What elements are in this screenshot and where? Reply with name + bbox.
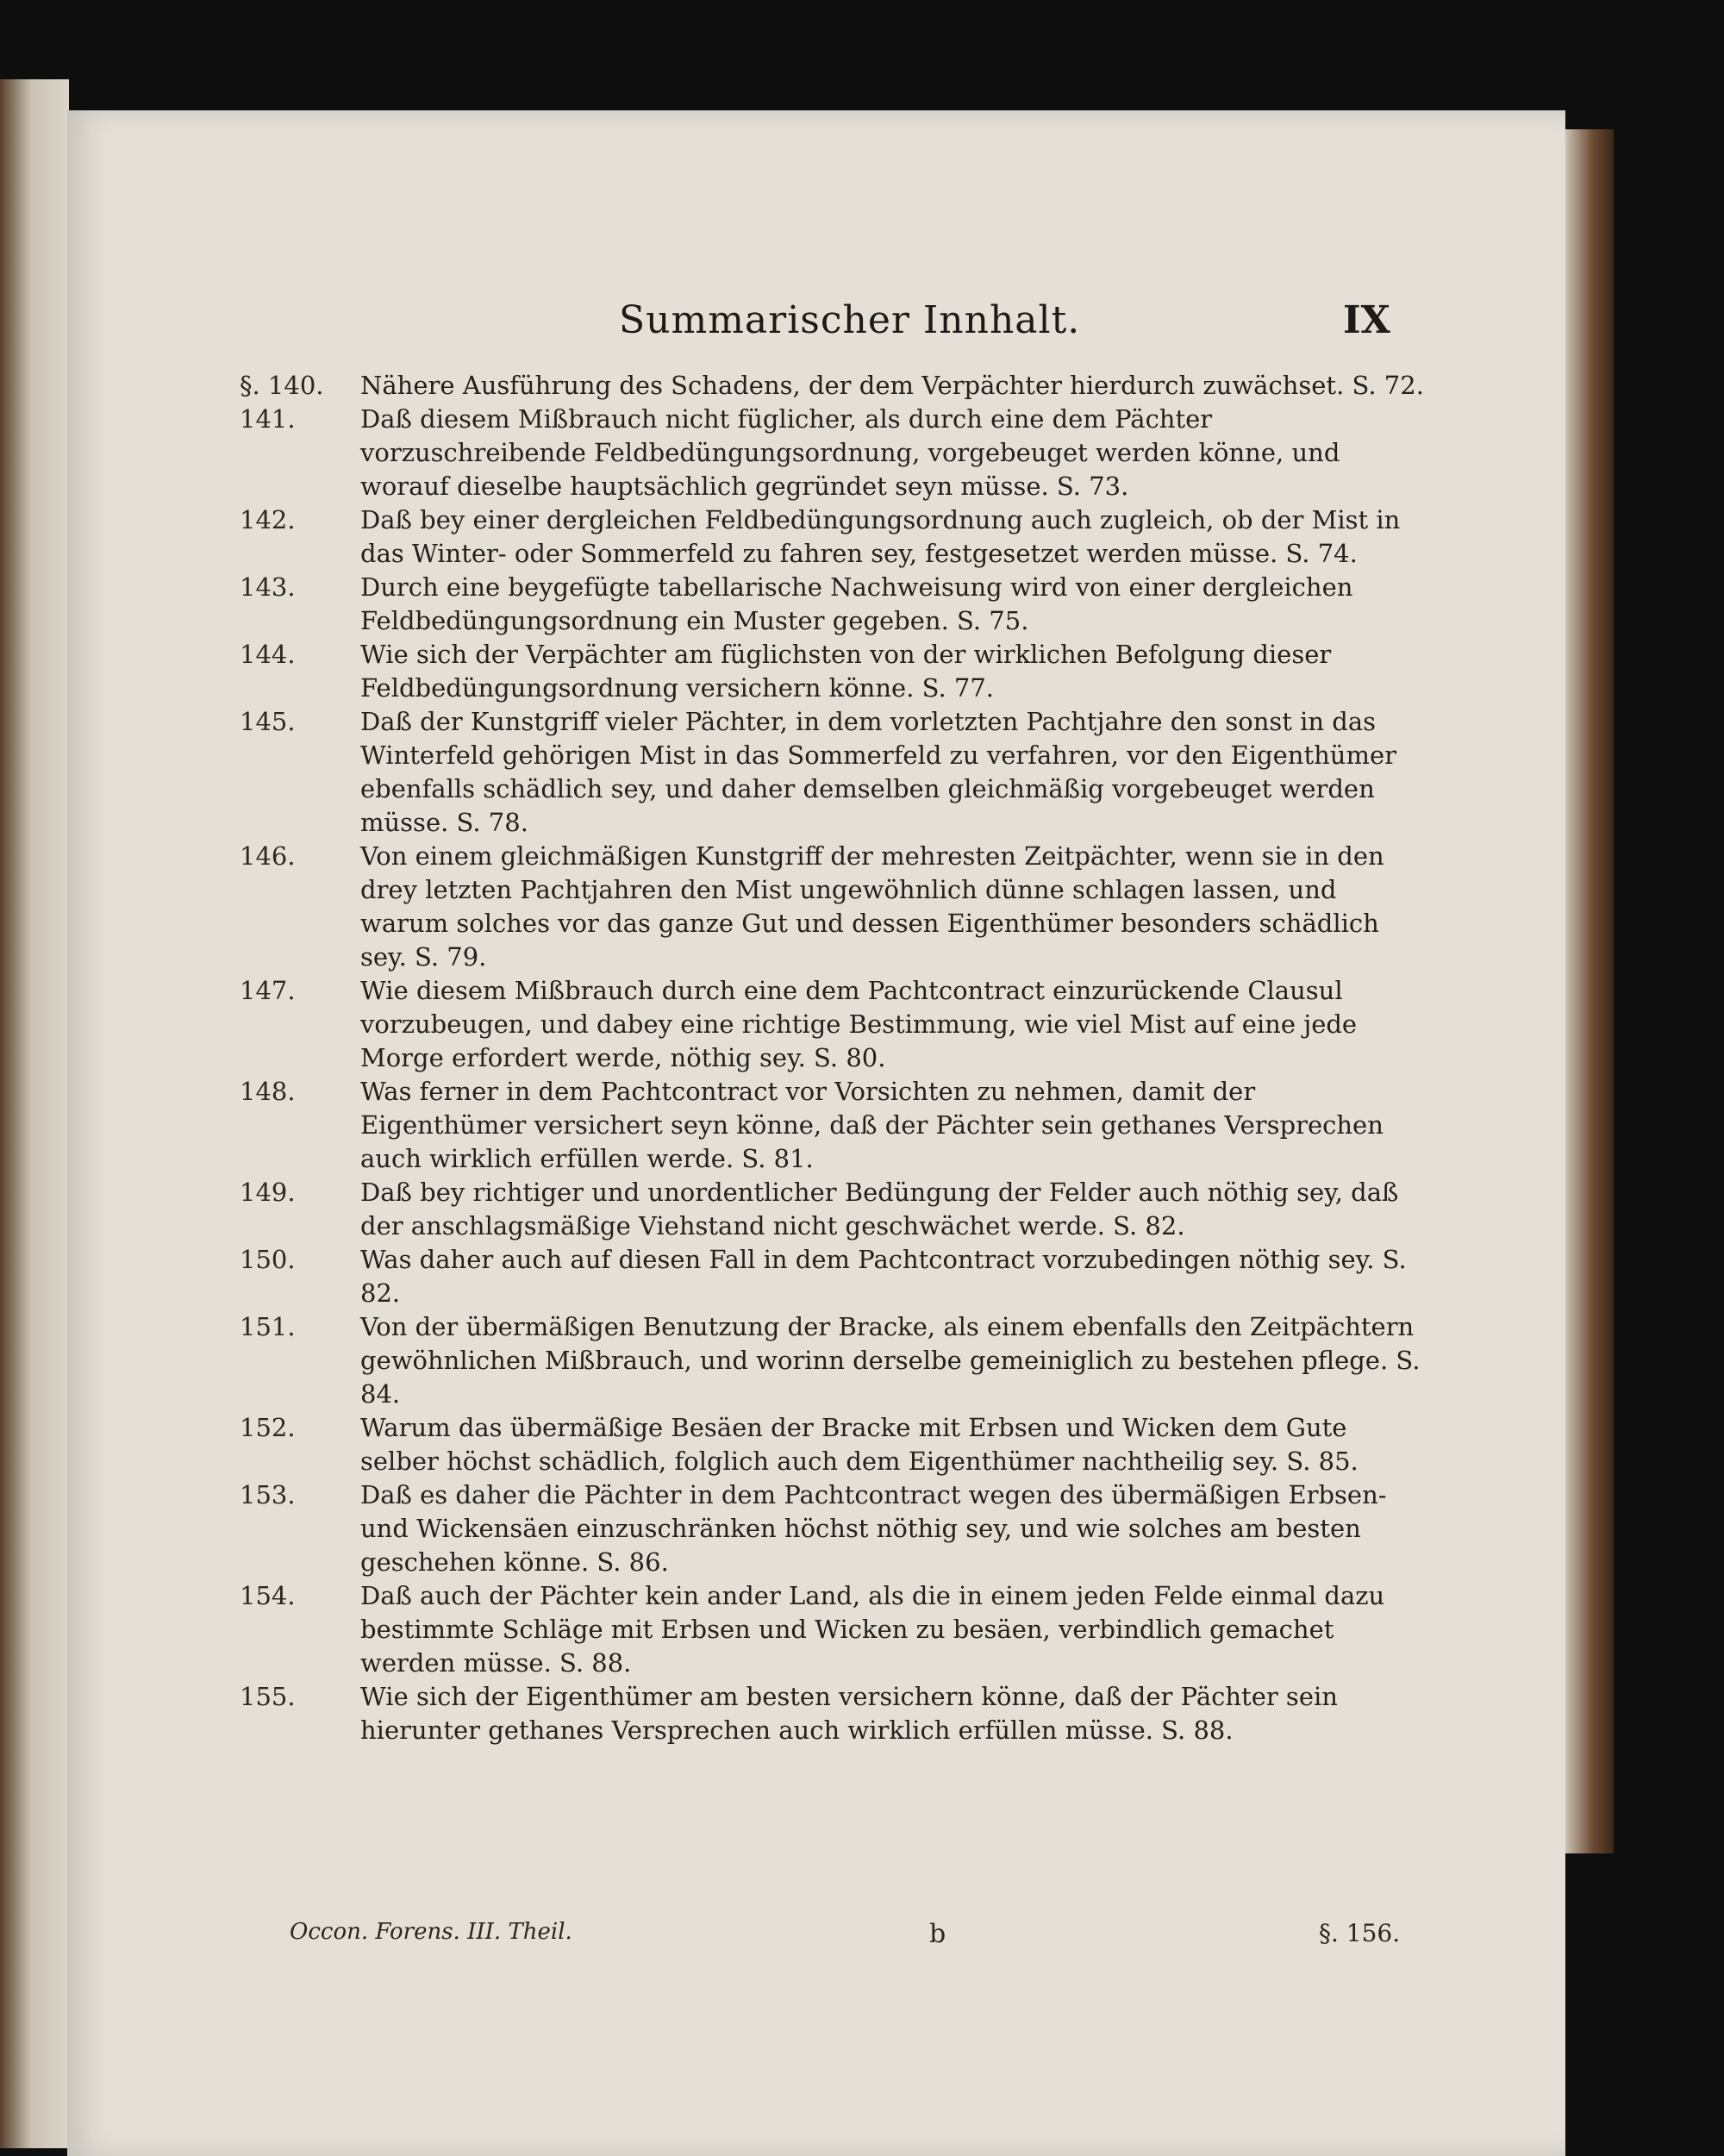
toc-entry [67, 1579, 1565, 1680]
toc-entry [67, 840, 1565, 974]
toc-entry [67, 1411, 1565, 1478]
section-number: 149. [240, 1178, 296, 1207]
section-number: 144. [240, 640, 296, 669]
entry-text: Wie sich der Verpächter am füglichsten von der wirklichen Befolgung dieser Feldbedüngungsordnung versichern könne. S. 77. [360, 640, 1332, 703]
entry-text: Wie sich der Eigenthümer am besten versichern könne, daß der Pächter sein hierunter gethanes Versprechen auch wirklich erfüllen müsse. S. 88. [360, 1682, 1338, 1745]
entry-text: Durch eine beygefügte tabellarische Nachweisung wird von einer dergleichen Feldbedüngungsordnung ein Muster gegeben. S. 75. [360, 572, 1353, 635]
section-number: 152. [240, 1413, 296, 1442]
toc-entry [67, 571, 1565, 638]
entry-text: Daß es daher die Pächter in dem Pachtcontract wegen des übermäßigen Erbsen- und Wickensäen einzuschränken höchst nöthig sey, und wie solches am besten geschehen könne. S. 86. [360, 1480, 1387, 1577]
section-number: 154. [240, 1581, 296, 1610]
toc-entry [67, 1176, 1565, 1243]
section-number: 143. [240, 572, 296, 602]
entry-text: Was ferner in dem Pachtcontract vor Vorsichten zu nehmen, damit der Eigenthümer versichert seyn könne, daß der Pächter sein gethanes Versprechen auch wirklich erfüllen werde. S. 81. [360, 1077, 1384, 1173]
left-page-edge [0, 79, 69, 2148]
toc-entry [67, 1478, 1565, 1579]
toc-entry [67, 1310, 1565, 1411]
section-number: 153. [240, 1480, 296, 1509]
section-number: 141. [240, 404, 296, 434]
toc-entry [67, 403, 1565, 503]
entry-text: Daß bey richtiger und unordentlicher Bedüngung der Felder auch nöthig sey, daß der anschlagsmäßige Viehstand nicht geschwächet werde. S. 82. [360, 1178, 1399, 1240]
entry-text: Daß auch der Pächter kein ander Land, als die in einem jeden Felde einmal dazu bestimmte Schläge mit Erbsen und Wicken zu besäen, verbindlich gemachet werden müsse. S. 88. [360, 1581, 1385, 1678]
entry-text: Von einem gleichmäßigen Kunstgriff der mehresten Zeitpächter, wenn sie in den drey letzten Pachtjahren den Mist ungewöhnlich dünne schlagen lassen, und warum solches vor das ganze Gut und dessen Eigenthümer besonders schädlich sey. S. 79. [360, 841, 1384, 972]
signature-line: Occon. Forens. III. Theil. [290, 1919, 572, 1945]
entry-text: Von der übermäßigen Benutzung der Bracke, als einem ebenfalls den Zeitpächtern gewöhnlichen Mißbrauch, und worinn derselbe gemeiniglich zu bestehen pflege. S. 84. [360, 1312, 1421, 1409]
entry-text: Warum das übermäßige Besäen der Bracke mit Erbsen und Wicken dem Gute selber höchst schädlich, folglich auch dem Eigenthümer nachtheilig sey. S. 85. [360, 1413, 1359, 1476]
entry-text: Daß diesem Mißbrauch nicht füglicher, als durch eine dem Pächter vorzuschreibende Feldbedüngungsordnung, vorgebeuget werden könne, und worauf dieselbe hauptsächlich gegründet seyn müsse. S. 73. [360, 404, 1340, 501]
toc-entry [67, 1243, 1565, 1310]
book-page [67, 110, 1565, 2156]
page-number: IX [1343, 298, 1390, 342]
section-number: 147. [240, 976, 296, 1005]
section-number: 145. [240, 707, 296, 736]
toc-entry [67, 1680, 1565, 1747]
section-number: 155. [240, 1682, 296, 1711]
gathering-mark: b [929, 1919, 946, 1949]
toc-entry [67, 705, 1565, 840]
entry-text: Daß der Kunstgriff vieler Pächter, in dem vorletzten Pachtjahre den sonst in das Winterfeld gehörigen Mist in das Sommerfeld zu verfahren, vor den Eigenthümer ebenfalls schädlich sey, und daher demselben gleichmäßig vorgebeuget werden müsse. S. 78. [360, 707, 1396, 837]
catchword: §. 156. [1319, 1919, 1401, 1947]
entry-text: Nähere Ausführung des Schadens, der dem Verpächter hierdurch zuwächset. S. 72. [360, 371, 1424, 400]
toc-entry [67, 1075, 1565, 1176]
entry-text: Wie diesem Mißbrauch durch eine dem Pachtcontract einzurückende Clausul vorzubeugen, und dabey eine richtige Bestimmung, wie viel Mist auf eine jede Morge erfordert werde, nöthig sey. S. 80. [360, 976, 1358, 1072]
entry-text: Was daher auch auf diesen Fall in dem Pachtcontract vorzubedingen nöthig sey. S. 82. [360, 1245, 1407, 1308]
section-number: 142. [240, 505, 296, 534]
section-number: 151. [240, 1312, 296, 1341]
toc-entry [67, 503, 1565, 571]
book-cover-edge [1562, 129, 1614, 1853]
page-header [67, 298, 1565, 367]
toc-entry [67, 638, 1565, 705]
table-of-contents [67, 369, 1565, 1747]
toc-entry [67, 369, 1565, 403]
section-number: 146. [240, 841, 296, 871]
page-footer [67, 1919, 1565, 1962]
section-number: 148. [240, 1077, 296, 1106]
section-number: 150. [240, 1245, 296, 1274]
entry-text: Daß bey einer dergleichen Feldbedüngungsordnung auch zugleich, ob der Mist in das Winter- oder Sommerfeld zu fahren sey, festgesetzet werden müsse. S. 74. [360, 505, 1401, 568]
toc-entry [67, 974, 1565, 1075]
running-title: Summarischer Innhalt. [619, 298, 1081, 342]
section-number: §. 140. [240, 371, 324, 400]
